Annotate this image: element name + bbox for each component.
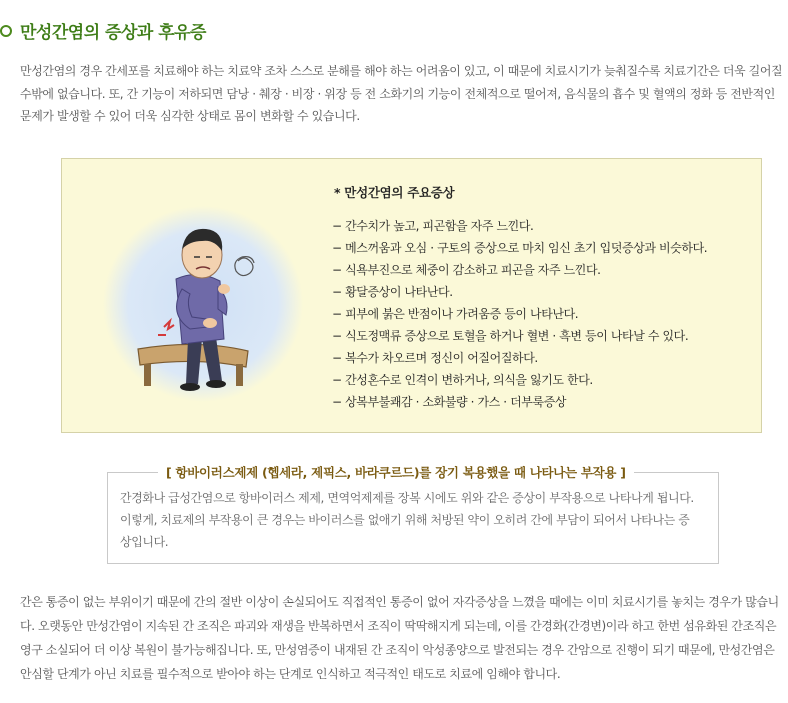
side-effects-text: 간경화나 급성간염으로 항바이러스 제제, 면역억제제를 장복 시에도 위와 같은 증상이 부작용으로 나타나게 됩니다. 이렇게, 치료제의 부작용이 큰 경우는 바이러스를 없애기 위해 처방된 약이 오히려 간에 부담이 되어서 나타나는 증상입니다. — [120, 491, 694, 549]
list-item: − 간성혼수로 인격이 변하거나, 의식을 잃기도 한다. — [332, 369, 707, 391]
list-item: − 황달증상이 나타난다. — [332, 281, 707, 303]
closing-paragraph: 간은 통증이 없는 부위이기 때문에 간의 절반 이상이 손실되어도 직접적인 통증이 없어 자각증상을 느꼈을 때에는 이미 치료시기를 놓치는 경우가 많습니다. 오랫동안 만성간염이 지속된 간 조직은 파괴와 재생을 반복하면서 조직이 딱딱해지게 되는데, 이를 간경화(간경변)이라 하고 한번 섬유화된 간조직은 영구 소실되어 더 이상 복원이 불가능해집니다. 또, 만성염증이 내재된 간 조직이 악성종양으로 발전되는 경우 간암으로 진행이 되기 때문에, 만성간염은 안심할 단계가 아닌 치료를 필수적으로 받아야 하는 단계로 인식하고 적극적인 태도로 치료에 임해야 합니다. — [20, 595, 779, 681]
intro-paragraph: 만성간염의 경우 간세포를 치료해야 하는 치료약 조차 스스로 분해를 해야 하는 어려움이 있고, 이 때문에 치료시기가 늦춰질수록 치료기간은 더욱 길어질 수밖에 없습니다. 또, 간 기능이 저하되면 담낭 · 췌장 · 비장 · 위장 등 전 소화기의 기능이 전체적으로 떨어져, 음식물의 흡수 및 혈액의 정화 등 전반적인 문제가 발생할 수 있어 더욱 심각한 상태로 몸이 변화할 수 있습니다. — [20, 64, 783, 123]
symptoms-box — [61, 158, 762, 433]
list-item: − 복수가 차오르며 정신이 어질어질하다. — [332, 347, 707, 369]
list-item: − 간수치가 높고, 피곤함을 자주 느낀다. — [332, 215, 707, 237]
list-item: − 피부에 붉은 반점이나 가려움증 등이 나타난다. — [332, 303, 707, 325]
list-item: − 상복부불쾌감 · 소화불량 · 가스 · 더부룩증상 — [332, 391, 707, 413]
section-header — [0, 18, 206, 43]
side-effects-title: [ 항바이러스제제 (헵세라, 제픽스, 바라쿠르드)를 장기 복용했을 때 나타나는 부작용 ] — [158, 463, 634, 481]
side-effects-box — [107, 465, 719, 564]
list-item: − 메스꺼움과 오심 · 구토의 증상으로 마치 임신 초기 입덧증상과 비슷하다. — [332, 237, 707, 259]
circle-bullet-icon — [0, 25, 12, 37]
symptoms-list — [332, 215, 707, 413]
list-item: − 식도정맥류 증상으로 토혈을 하거나 혈변 · 흑변 등이 나타날 수 있다. — [332, 325, 707, 347]
symptoms-heading: * 만성간염의 주요증상 — [334, 185, 455, 200]
list-item: − 식욕부진으로 체중이 감소하고 피곤을 자주 느낀다. — [332, 259, 707, 281]
sick-man-on-bench-illustration — [98, 199, 308, 409]
page-title: 만성간염의 증상과 후유증 — [20, 23, 206, 43]
